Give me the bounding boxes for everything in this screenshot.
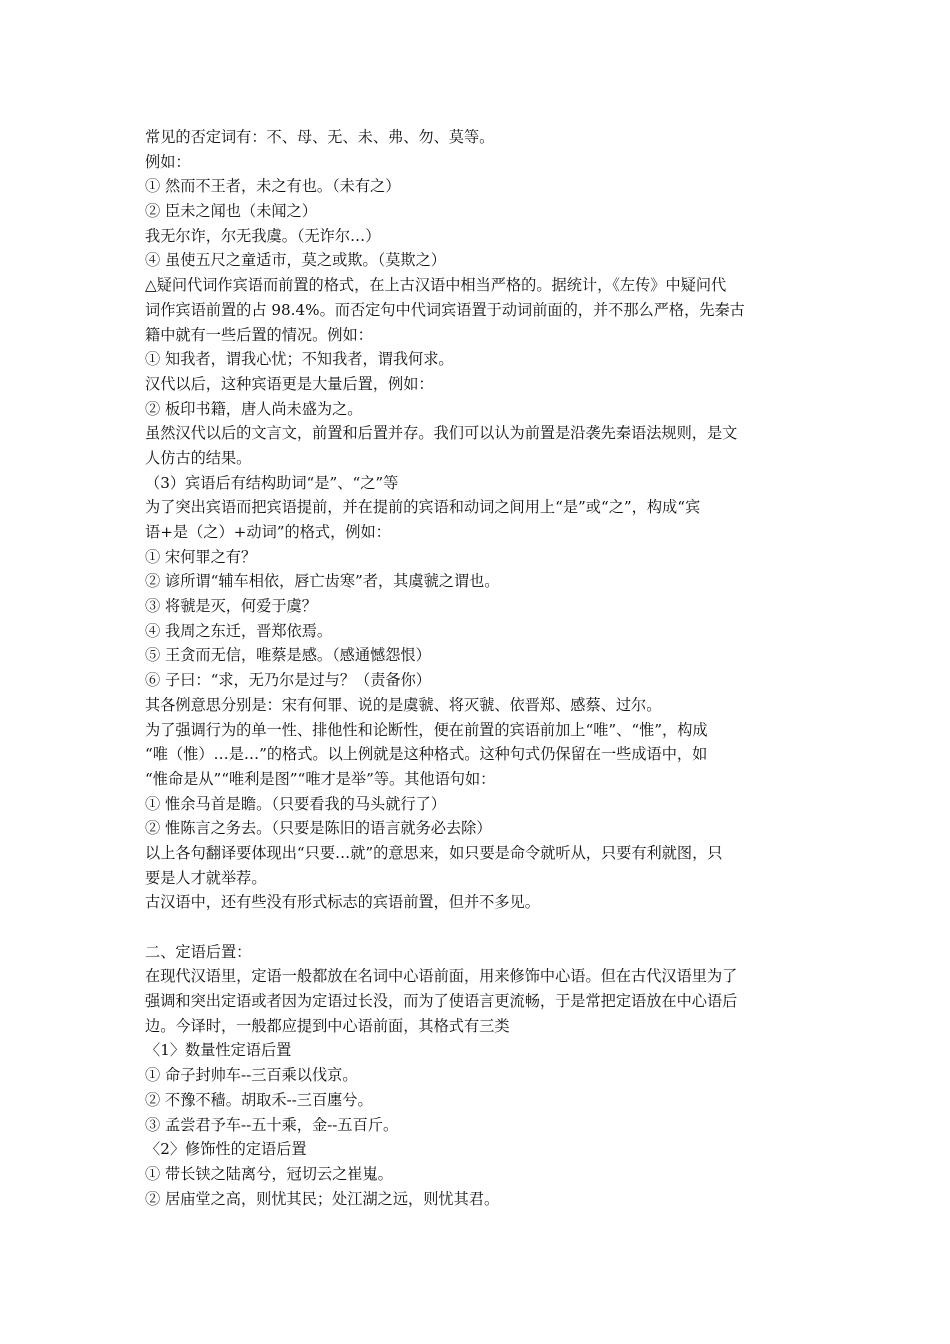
text-line: 〈1〉数量性定语后置	[145, 1041, 292, 1060]
text-line: ③ 孟尝君予车--五十乘，金--五百斤。	[145, 1115, 399, 1134]
text-line: 〈2〉修饰性的定语后置	[145, 1140, 307, 1159]
blank-line	[145, 915, 815, 940]
text-line: 词作宾语前置的占 98.4%。而否定句中代词宾语置于动词前面的，并不那么严格，先秦古	[145, 300, 745, 319]
text-line: ① 带长铗之陆离兮，冠切云之崔嵬。	[145, 1164, 393, 1183]
text-line: ② 谚所谓“辅车相依，唇亡齿寒”者，其虞虢之谓也。	[145, 572, 500, 591]
text-line: ② 不豫不穑。胡取禾--三百廛兮。	[145, 1090, 373, 1109]
text-line: 以上各句翻译要体现出“只要…就”的意思来，如只要是命令就听从，只要有利就图，只	[145, 843, 723, 862]
text-line: ① 知我者，谓我心忧；不知我者，谓我何求。	[145, 350, 454, 369]
text-line: 其各例意思分别是：宋有何罪、说的是虞虢、将灭虢、依晋郑、感蔡、过尔。	[145, 695, 662, 714]
text-line: ① 宋何罪之有？	[145, 547, 257, 566]
text-line: ① 命子封帅车--三百乘以伐京。	[145, 1066, 358, 1085]
text-line: ⑥ 子曰：“求，无乃尔是过与？（责备你）	[145, 671, 431, 690]
text-line: “唯（惟）…是…”的格式。以上例就是这种格式。这种句式仍保留在一些成语中，如	[145, 745, 708, 764]
text-line: 强调和突出定语或者因为定语过长没，而为了使语言更流畅，于是常把定语放在中心语后	[145, 992, 738, 1011]
text-line: “惟命是从”“唯利是图”“唯才是举”等。其他语句如：	[145, 769, 496, 788]
text-line: 常见的否定词有：不、母、无、未、弗、勿、莫等。	[145, 128, 495, 146]
text-line: ③ 将虢是灭，何爱于虞？	[145, 597, 317, 616]
text-line: ② 板印书籍，唐人尚未盛为之。	[145, 399, 363, 418]
text-line: 为了突出宾语而把宾语提前，并在提前的宾语和动词之间用上“是”或“之”，构成“宾	[145, 498, 701, 517]
text-line: ② 居庙堂之高，则忧其民；处江湖之远，则忧其君。	[145, 1189, 500, 1208]
text-line: 籍中就有一些后置的情况。例如：	[145, 325, 373, 344]
text-line: ④ 虽使五尺之童适市，莫之或欺。（莫欺之）	[145, 251, 446, 270]
text-line: 在现代汉语里，定语一般都放在名词中心语前面，用来修饰中心语。但在古代汉语里为了	[145, 967, 738, 986]
text-line: 古汉语中，还有些没有形式标志的宾语前置，但并不多见。	[145, 893, 540, 912]
text-line: ① 惟余马首是瞻。（只要看我的马头就行了）	[145, 794, 446, 813]
text-line: ⑤ 王贪而无信，唯蔡是感。（感通憾怨恨）	[145, 646, 431, 665]
text-line: 二、定语后置：	[145, 942, 252, 961]
text-line: 虽然汉代以后的文言文，前置和后置并存。我们可以认为前置是沿袭先秦语法规则，是文	[145, 424, 738, 443]
text-line: 语+是（之）+动词”的格式，例如：	[145, 523, 391, 541]
text-line: 汉代以后，这种宾语更是大量后置，例如：	[145, 374, 434, 393]
text-line: 例如：	[145, 152, 191, 171]
text-line: 为了强调行为的单一性、排他性和论断性，便在前置的宾语前加上“唯”、“惟”，构成	[145, 720, 708, 739]
text-line: （3）宾语后有结构助词“是”、“之”等	[145, 473, 399, 492]
text-line: 要是人才就举荐。	[145, 868, 267, 887]
text-line: ④ 我周之东迁，晋郑依焉。	[145, 621, 333, 640]
text-line: ① 然而不王者，未之有也。（未有之）	[145, 177, 401, 196]
text-line: 我无尔诈，尔无我虞。（无诈尔…）	[145, 226, 381, 245]
document-page	[145, 125, 815, 1211]
text-line: △疑问代词作宾语而前置的格式，在上古汉语中相当严格的。据统计，《左传》中疑问代	[145, 276, 727, 295]
text-line: ② 惟陈言之务去。（只要是陈旧的语言就务必去除）	[145, 819, 492, 838]
text-line: 边。今译时，一般都应提到中心语前面，其格式有三类	[145, 1016, 510, 1035]
text-line: 人仿古的结果。	[145, 448, 252, 467]
text-line: ② 臣未之闻也（未闻之）	[145, 202, 317, 221]
